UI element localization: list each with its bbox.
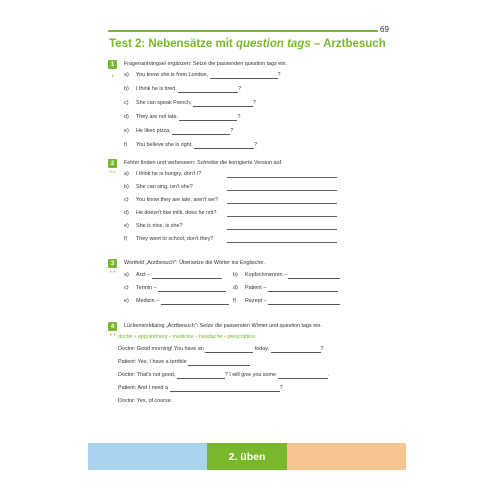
item-label: b) (124, 86, 129, 92)
item-text: She can sing, isn't she? (136, 184, 193, 190)
answer-blank[interactable] (194, 142, 254, 149)
item-text: He doesn't like milk, does he not? (136, 210, 217, 216)
item-text: Termin – (136, 285, 157, 291)
separator-dot: • (224, 334, 226, 340)
exercise-item (233, 284, 338, 292)
item-end: ? (277, 72, 281, 78)
item-text: I think he is tired, (136, 86, 177, 92)
answer-line[interactable] (227, 177, 337, 178)
answer-blank[interactable] (158, 285, 226, 292)
exercise-number-badge: 4 (108, 322, 117, 331)
item-label: e) (124, 298, 129, 304)
separator-dot: • (134, 334, 137, 340)
separator-dot: • (195, 334, 198, 340)
exercise-item (124, 99, 256, 107)
dialog-text: . (327, 372, 329, 378)
item-text: You know she is from London, (136, 72, 209, 78)
item-label: e) (124, 223, 129, 229)
answer-line[interactable] (227, 203, 337, 204)
answer-blank[interactable] (278, 372, 328, 379)
dialog-text: ? I will give you some (224, 372, 276, 378)
item-text: They are not late, (136, 114, 178, 120)
exercise-item (124, 222, 182, 230)
exercise-instruction: Lückentextdialog „Arztbesuch": Setze die passenden Wörter und question tags ein. (124, 323, 322, 329)
item-label: e) (124, 128, 129, 134)
exercise-1 (108, 60, 398, 148)
exercise-item (124, 183, 193, 191)
page-number: 69 (380, 25, 389, 34)
word-option: appointment (137, 334, 168, 340)
exercise-number-badge: 3 (108, 259, 117, 268)
exercise-item (124, 196, 218, 204)
item-text: Patient – (245, 285, 267, 291)
exercise-item (124, 113, 240, 121)
answer-blank[interactable] (178, 86, 238, 93)
dialog-text: Doctor: Yes, of course. (118, 398, 173, 404)
item-label: d) (233, 285, 238, 291)
word-option: medicine (172, 334, 195, 340)
dialog-line (118, 358, 252, 366)
item-label: b) (124, 184, 129, 190)
answer-blank[interactable] (172, 128, 230, 135)
item-text: Arzt – (136, 272, 151, 278)
exercise-item (124, 235, 213, 243)
dialog-text: Doctor: That's not good, (118, 372, 176, 378)
exercise-item (124, 297, 229, 305)
title-prefix: Test 2: Nebensätze mit (109, 38, 236, 50)
item-end: ? (230, 128, 234, 134)
item-text: Kopfschmerzen – (245, 272, 287, 278)
item-end: ? (252, 100, 256, 106)
dialog-text: today, (254, 346, 270, 352)
answer-blank[interactable] (161, 298, 229, 305)
top-rule (108, 30, 378, 32)
difficulty-dots: • • (109, 270, 116, 276)
word-option: headache (198, 334, 223, 340)
difficulty-dots: • • (109, 333, 116, 339)
item-label: d) (124, 210, 129, 216)
dialog-text: Patient: And I need a (118, 385, 169, 391)
exercise-item (124, 170, 201, 178)
item-text: She can speak French, (136, 100, 192, 106)
title-suffix: – Arztbesuch (310, 38, 386, 50)
dialog-text: Doctor: Good morning! You have an (118, 346, 204, 352)
answer-blank[interactable] (193, 100, 253, 107)
item-text: You know they are late, aren't we? (136, 197, 219, 203)
answer-line[interactable] (227, 190, 337, 191)
answer-blank[interactable] (205, 346, 253, 353)
answer-line[interactable] (227, 229, 337, 230)
dialog-line (118, 371, 329, 379)
item-end: ? (238, 86, 242, 92)
answer-blank[interactable] (288, 272, 340, 279)
item-label: b) (233, 272, 238, 278)
exercise-number-badge: 2 (108, 159, 117, 168)
footer-bar (88, 443, 406, 470)
answer-blank[interactable] (268, 285, 338, 292)
dialog-line (118, 345, 324, 353)
answer-blank[interactable] (188, 359, 250, 366)
dialog-line (118, 397, 172, 405)
item-label: f) (124, 142, 128, 148)
answer-line[interactable] (227, 216, 337, 217)
answer-blank[interactable] (152, 272, 222, 279)
word-option: prescription (227, 334, 256, 340)
item-text: Rezept – (245, 298, 267, 304)
answer-blank[interactable] (179, 114, 237, 121)
answer-blank[interactable] (210, 72, 278, 79)
item-label: f) (233, 298, 237, 304)
dialog-text: . (250, 359, 252, 365)
exercise-item (124, 71, 281, 79)
word-option: doctor (118, 334, 133, 340)
footer-section-label: 2. üben (207, 443, 287, 470)
item-text: They went to school, don't they? (136, 236, 214, 242)
exercise-item (124, 141, 257, 149)
answer-blank[interactable] (271, 346, 321, 353)
exercise-instruction: Fragenanhängsel ergänzen: Setze die passenden question tags ein. (124, 61, 288, 67)
item-label: a) (124, 272, 129, 278)
answer-line[interactable] (227, 242, 337, 243)
dialog-text: ? (320, 346, 324, 352)
exercise-item (233, 271, 340, 279)
difficulty-dots: • • (109, 170, 116, 176)
item-end: ? (237, 114, 241, 120)
exercise-instruction: Wortfeld „Arztbesuch": Übersetze die Wörter ins Englische. (124, 260, 265, 266)
exercise-item (124, 271, 222, 279)
footer-segment-right (287, 443, 406, 470)
item-text: Medizin – (136, 298, 160, 304)
answer-blank[interactable] (177, 372, 225, 379)
item-label: d) (124, 114, 129, 120)
item-label: f) (124, 236, 128, 242)
exercise-item (233, 297, 340, 305)
exercise-instruction: Fehler finden und verbessern: Schreibe die korrigierte Version auf. (124, 160, 283, 166)
item-label: c) (124, 197, 129, 203)
page-title (109, 38, 386, 50)
item-text: He likes pizza, (136, 128, 171, 134)
exercise-item (124, 127, 233, 135)
exercise-item (124, 284, 226, 292)
footer-segment-left (88, 443, 207, 470)
item-end: ? (254, 142, 258, 148)
separator-dot: • (169, 334, 171, 340)
item-label: c) (124, 285, 129, 291)
exercise-item (124, 209, 216, 217)
exercise-number-badge: 1 (108, 60, 117, 69)
exercise-item (124, 85, 241, 93)
item-text: She is nice, is she? (136, 223, 183, 229)
dialog-line (118, 384, 283, 392)
item-text: You believe she is right, (136, 142, 193, 148)
item-text: I think he is hungry, don't I? (136, 171, 202, 177)
title-italic: question tags (235, 38, 311, 50)
answer-blank[interactable] (268, 298, 340, 305)
item-label: c) (124, 100, 129, 106)
word-box (118, 333, 255, 341)
item-label: a) (124, 72, 129, 78)
answer-blank[interactable] (170, 385, 280, 392)
item-label: a) (124, 171, 129, 177)
difficulty-dots: • (111, 74, 114, 80)
dialog-text: Patient: Yes, I have a terrible (118, 359, 187, 365)
dialog-text: ? (279, 385, 283, 391)
